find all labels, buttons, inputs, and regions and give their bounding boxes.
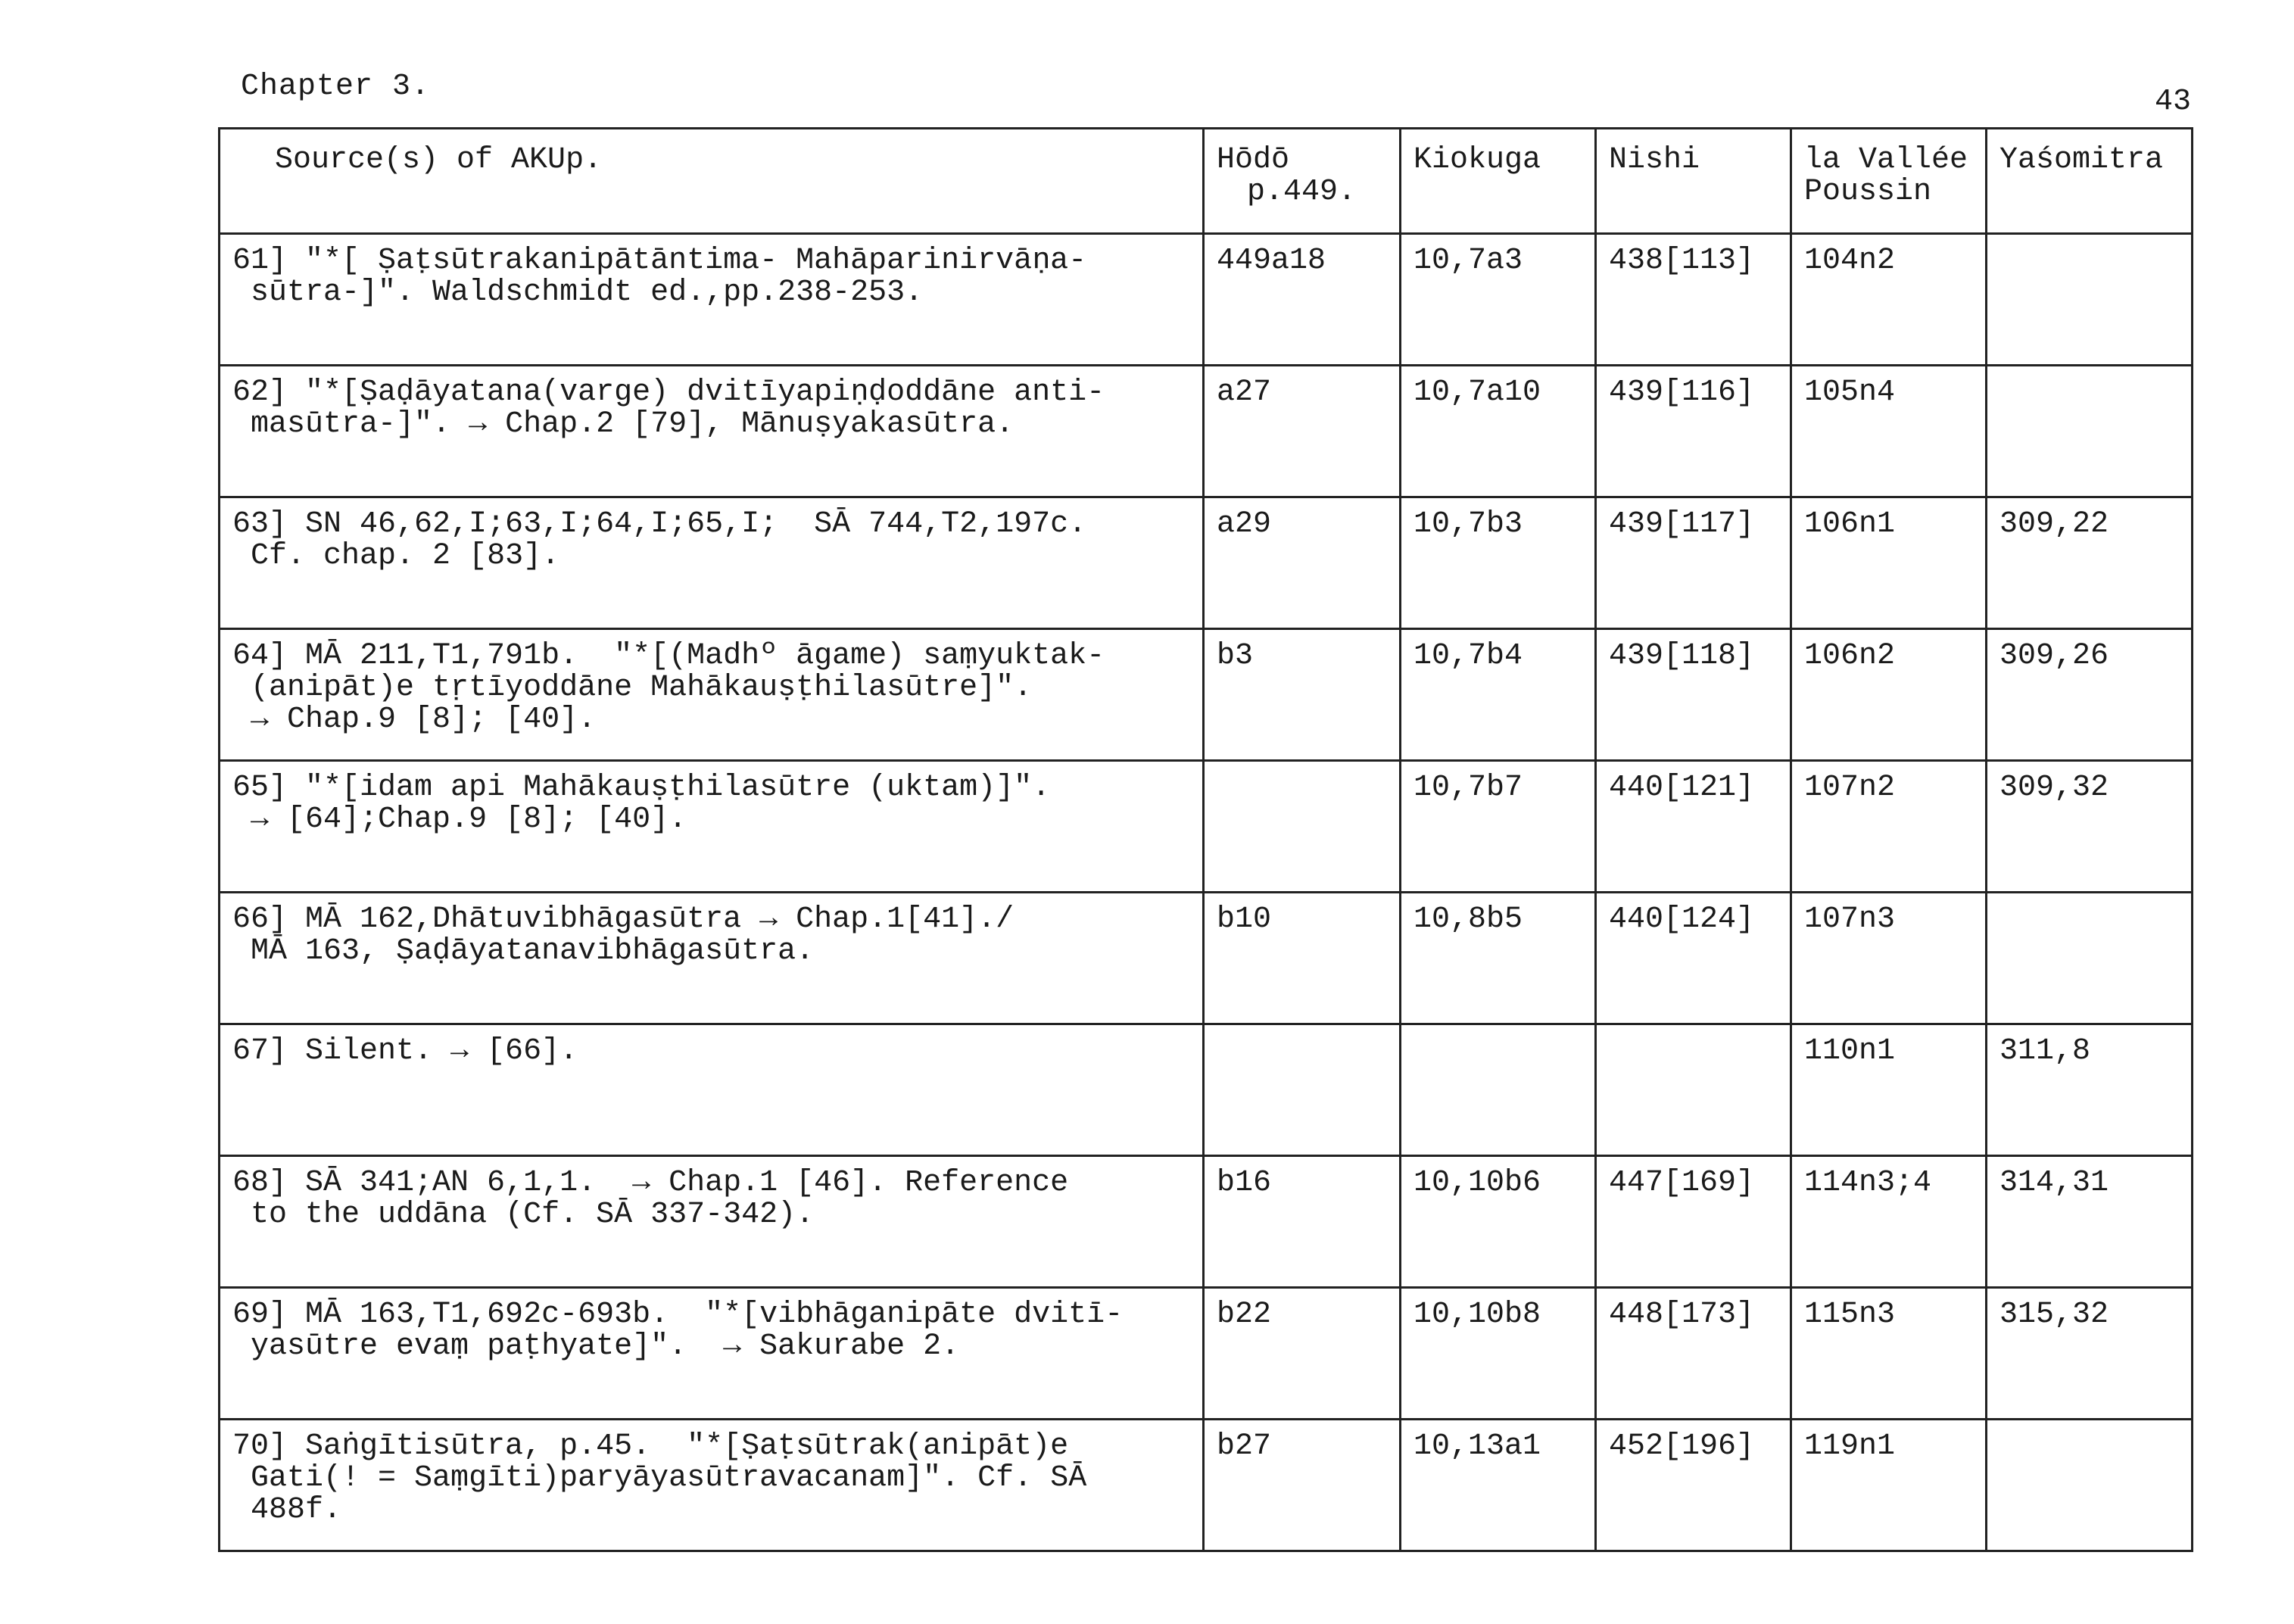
kiokuga-cell-text: 10,8b5 [1413,902,1523,937]
column-header-source-label: Source(s) of AKUp. [275,143,603,177]
nishi-cell-text: 452[196] [1609,1429,1755,1463]
source-cell [220,629,1204,761]
table-body [220,234,2193,1551]
yasomitra-cell-text: 309,26 [1999,639,2109,673]
nishi-cell-text: 440[121] [1609,771,1755,805]
lavallee-cell-text: 119n1 [1804,1429,1896,1463]
column-header-hodo-page: p.449. [1247,175,1357,209]
yasomitra-cell [1987,1420,2193,1551]
kiokuga-cell [1401,1156,1596,1288]
hodo-cell [1204,234,1401,366]
hodo-cell-text: b16 [1217,1166,1272,1200]
source-cell [220,234,1204,366]
hodo-cell-text: a29 [1217,507,1272,541]
table-header-row [220,129,2193,234]
hodo-cell-text: b10 [1217,902,1272,937]
nishi-cell [1596,234,1791,366]
nishi-cell [1596,1156,1791,1288]
lavallee-cell [1791,893,1987,1024]
yasomitra-cell-text: 315,32 [1999,1298,2109,1332]
hodo-cell [1204,366,1401,497]
kiokuga-cell [1401,234,1596,366]
nishi-cell-text: 439[116] [1609,376,1755,410]
table-row [220,893,2193,1024]
column-header-hodo-label: Hōdō [1217,143,1290,177]
hodo-cell [1204,1420,1401,1551]
source-cell [220,497,1204,629]
column-header-hodo [1204,129,1401,234]
nishi-cell-text: 438[113] [1609,244,1755,278]
lavallee-cell-text: 114n3;4 [1804,1166,1932,1200]
lavallee-cell [1791,1420,1987,1551]
hodo-cell [1204,629,1401,761]
nishi-cell [1596,1420,1791,1551]
page-number: 43 [2154,85,2191,119]
column-header-kiokuga-label: Kiokuga [1413,143,1541,177]
lavallee-cell [1791,761,1987,893]
kiokuga-cell-text: 10,7a10 [1413,376,1541,410]
source-cell [220,1156,1204,1288]
source-cell [220,1420,1204,1551]
table-row [220,366,2193,497]
hodo-cell-text: b27 [1217,1429,1272,1463]
nishi-cell [1596,629,1791,761]
table-row [220,234,2193,366]
hodo-cell-text: a27 [1217,376,1272,410]
kiokuga-cell-text: 10,10b8 [1413,1298,1541,1332]
table-row [220,1024,2193,1156]
kiokuga-cell [1401,497,1596,629]
source-cell-text: 63] SN 46,62,I;63,I;64,I;65,I; SĀ 744,T2,197c. Cf. chap. 2 [83]. [232,507,1087,573]
nishi-cell [1596,366,1791,497]
hodo-cell [1204,1288,1401,1420]
nishi-cell [1596,1024,1791,1156]
yasomitra-cell [1987,761,2193,893]
lavallee-cell-text: 107n2 [1804,771,1896,805]
nishi-cell-text: 439[118] [1609,639,1755,673]
source-cell [220,893,1204,1024]
kiokuga-cell-text: 10,7b4 [1413,639,1523,673]
yasomitra-cell [1987,234,2193,366]
hodo-cell [1204,1024,1401,1156]
yasomitra-cell-text: 311,8 [1999,1034,2091,1068]
column-header-yasomitra [1987,129,2193,234]
hodo-cell-text: b22 [1217,1298,1272,1332]
kiokuga-cell-text: 10,10b6 [1413,1166,1541,1200]
lavallee-cell [1791,1288,1987,1420]
kiokuga-cell [1401,893,1596,1024]
nishi-cell-text: 447[169] [1609,1166,1755,1200]
kiokuga-cell [1401,629,1596,761]
table-row [220,497,2193,629]
kiokuga-cell [1401,1288,1596,1420]
source-cell [220,1024,1204,1156]
lavallee-cell-text: 110n1 [1804,1034,1896,1068]
lavallee-cell-text: 106n2 [1804,639,1896,673]
column-header-lavallee-label: la Vallée [1804,143,1968,177]
chapter-label: Chapter 3. [241,70,431,104]
source-cell-text: 65] "*[idam api Mahākauṣṭhilasūtre (uktam)]". → [64];Chap.9 [8]; [40]. [232,771,1051,837]
page-header [241,70,2191,119]
kiokuga-cell [1401,366,1596,497]
yasomitra-cell [1987,366,2193,497]
table-row [220,1420,2193,1551]
column-header-nishi-label: Nishi [1609,143,1700,177]
yasomitra-cell-text: 309,22 [1999,507,2109,541]
yasomitra-cell [1987,629,2193,761]
kiokuga-cell-text: 10,13a1 [1413,1429,1541,1463]
kiokuga-cell [1401,1420,1596,1551]
lavallee-cell-text: 107n3 [1804,902,1896,937]
column-header-nishi [1596,129,1791,234]
hodo-cell-text: 449a18 [1217,244,1326,278]
hodo-cell [1204,497,1401,629]
hodo-cell [1204,1156,1401,1288]
source-cell-text: 70] Saṅgītisūtra, p.45. "*[Ṣaṭsūtrak(anipāt)e Gati(! = Saṃgīti)paryāyasūtravacanam]". Cf. SĀ 488f. [232,1429,1087,1527]
source-cell-text: 67] Silent. → [66]. [232,1034,578,1068]
column-header-source [220,129,1204,234]
lavallee-cell [1791,629,1987,761]
column-header-kiokuga [1401,129,1596,234]
kiokuga-cell [1401,761,1596,893]
nishi-cell-text: 440[124] [1609,902,1755,937]
hodo-cell [1204,893,1401,1024]
column-header-lavallee-label-2: Poussin [1804,175,1932,209]
lavallee-cell [1791,366,1987,497]
hodo-cell [1204,761,1401,893]
nishi-cell [1596,761,1791,893]
nishi-cell-text: 448[173] [1609,1298,1755,1332]
nishi-cell [1596,1288,1791,1420]
yasomitra-cell [1987,893,2193,1024]
kiokuga-cell [1401,1024,1596,1156]
kiokuga-cell-text: 10,7b7 [1413,771,1523,805]
table-row [220,761,2193,893]
lavallee-cell-text: 104n2 [1804,244,1896,278]
yasomitra-cell [1987,1156,2193,1288]
yasomitra-cell-text: 309,32 [1999,771,2109,805]
lavallee-cell-text: 105n4 [1804,376,1896,410]
yasomitra-cell [1987,1024,2193,1156]
source-cell-text: 68] SĀ 341;AN 6,1,1. → Chap.1 [46]. Reference to the uddāna (Cf. SĀ 337-342). [232,1166,1069,1232]
nishi-cell [1596,497,1791,629]
yasomitra-cell [1987,1288,2193,1420]
nishi-cell-text: 439[117] [1609,507,1755,541]
lavallee-cell [1791,497,1987,629]
kiokuga-cell-text: 10,7b3 [1413,507,1523,541]
source-cell-text: 61] "*[ Ṣaṭsūtrakanipātāntima- Mahāparinirvāṇa- sūtra-]". Waldschmidt ed.,pp.238-253. [232,244,1087,310]
hodo-cell-text: b3 [1217,639,1254,673]
lavallee-cell [1791,234,1987,366]
source-cell-text: 66] MĀ 162,Dhātuvibhāgasūtra → Chap.1[41]./ MĀ 163, Ṣaḍāyatanavibhāgasūtra. [232,902,1015,968]
source-cell-text: 62] "*[Ṣaḍāyatana(varge) dvitīyapiṇḍoddāne anti- masūtra-]". → Chap.2 [79], Mānuṣyakasūtra. [232,376,1105,441]
lavallee-cell [1791,1024,1987,1156]
lavallee-cell-text: 115n3 [1804,1298,1896,1332]
table-row [220,1288,2193,1420]
sources-table [218,127,2193,1552]
lavallee-cell-text: 106n1 [1804,507,1896,541]
yasomitra-cell-text: 314,31 [1999,1166,2109,1200]
kiokuga-cell-text: 10,7a3 [1413,244,1523,278]
yasomitra-cell [1987,497,2193,629]
source-cell-text: 64] MĀ 211,T1,791b. "*[(Madhº āgame) saṃyuktak- (anipāt)e tṛtīyoddāne Mahākauṣṭhilasūtre]". → Chap.9 [8]; [40]. [232,639,1105,737]
source-cell [220,1288,1204,1420]
source-cell [220,761,1204,893]
nishi-cell [1596,893,1791,1024]
source-cell-text: 69] MĀ 163,T1,692c-693b. "*[vibhāganipāte dvitī- yasūtre evaṃ paṭhyate]". → Sakurabe 2. [232,1298,1124,1364]
source-cell [220,366,1204,497]
column-header-lavallee [1791,129,1987,234]
column-header-yasomitra-label: Yaśomitra [1999,143,2164,177]
table-row [220,629,2193,761]
table-row [220,1156,2193,1288]
lavallee-cell [1791,1156,1987,1288]
